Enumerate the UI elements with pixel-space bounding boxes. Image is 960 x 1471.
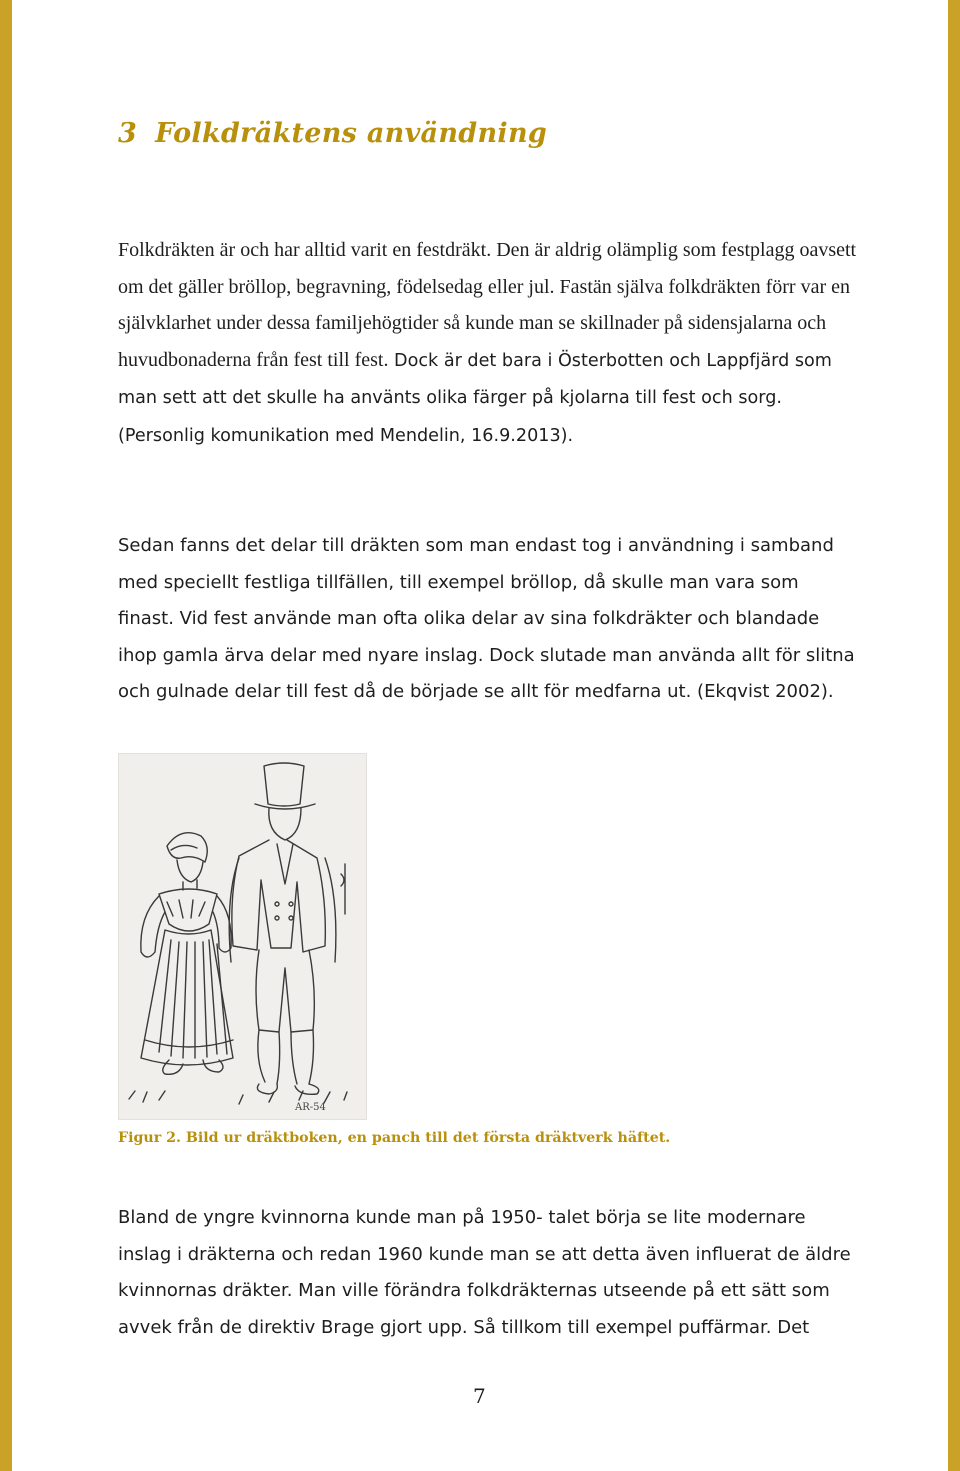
section-heading <box>118 118 547 149</box>
costume-drawing <box>119 754 366 1119</box>
section-number: 3 <box>118 118 138 149</box>
document-page <box>118 0 858 1471</box>
paragraph-1 <box>118 232 858 454</box>
costume-illustration <box>118 753 367 1120</box>
paragraph-1-sans-part: Dock är det bara i Österbotten och Lappfjärd som man sett att det skulle ha använts olika färger på kjolarna till fest och sorg. (Personlig komunikation med Mendelin, 16.9.2013). <box>118 350 832 446</box>
section-title: Folkdräktens användning <box>155 118 548 149</box>
paragraph-3: Bland de yngre kvinnorna kunde man på 1950- talet börja se lite modernare inslag i dräkterna och redan 1960 kunde man se att detta även influerat de äldre kvinnornas dräkter. Man ville förändra folkdräkternas utseende på ett sätt som avvek från de direktiv Brage gjort upp. Så tillkom till exempel puffärmar. Det <box>118 1207 851 1338</box>
left-gold-border <box>0 0 12 1471</box>
page-number: 7 <box>473 1384 486 1408</box>
paragraph-2: Sedan fanns det delar till dräkten som man endast tog i användning i samband med speciellt festliga tillfällen, till exempel bröllop, då skulle man vara som finast. Vid fest använde man ofta olika delar av sina folkdräkter och blandade ihop gamla ärva delar med nyare inslag. Dock slutade man använda allt för slitna och gulnade delar till fest då de började se allt för medfarna ut. (Ekqvist 2002). <box>118 535 855 702</box>
paragraph-1-serif-part: Folkdräkten är och har alltid varit en festdräkt. Den är aldrig olämplig som festplagg oavsett om det gäller bröllop, begravning, födelsedag eller jul. Fastän själva folkdräkten förr var en självklarhet under dessa familjehögtider så kunde man se skillnader på sidensjalarna och huvudbonaderna från fest till fest. <box>118 239 857 371</box>
figure-signature: AR-54 <box>295 1102 326 1113</box>
right-gold-border <box>948 0 960 1471</box>
figure-caption: Figur 2. Bild ur dräktboken, en panch till det första dräktverk häftet. <box>118 1130 671 1146</box>
